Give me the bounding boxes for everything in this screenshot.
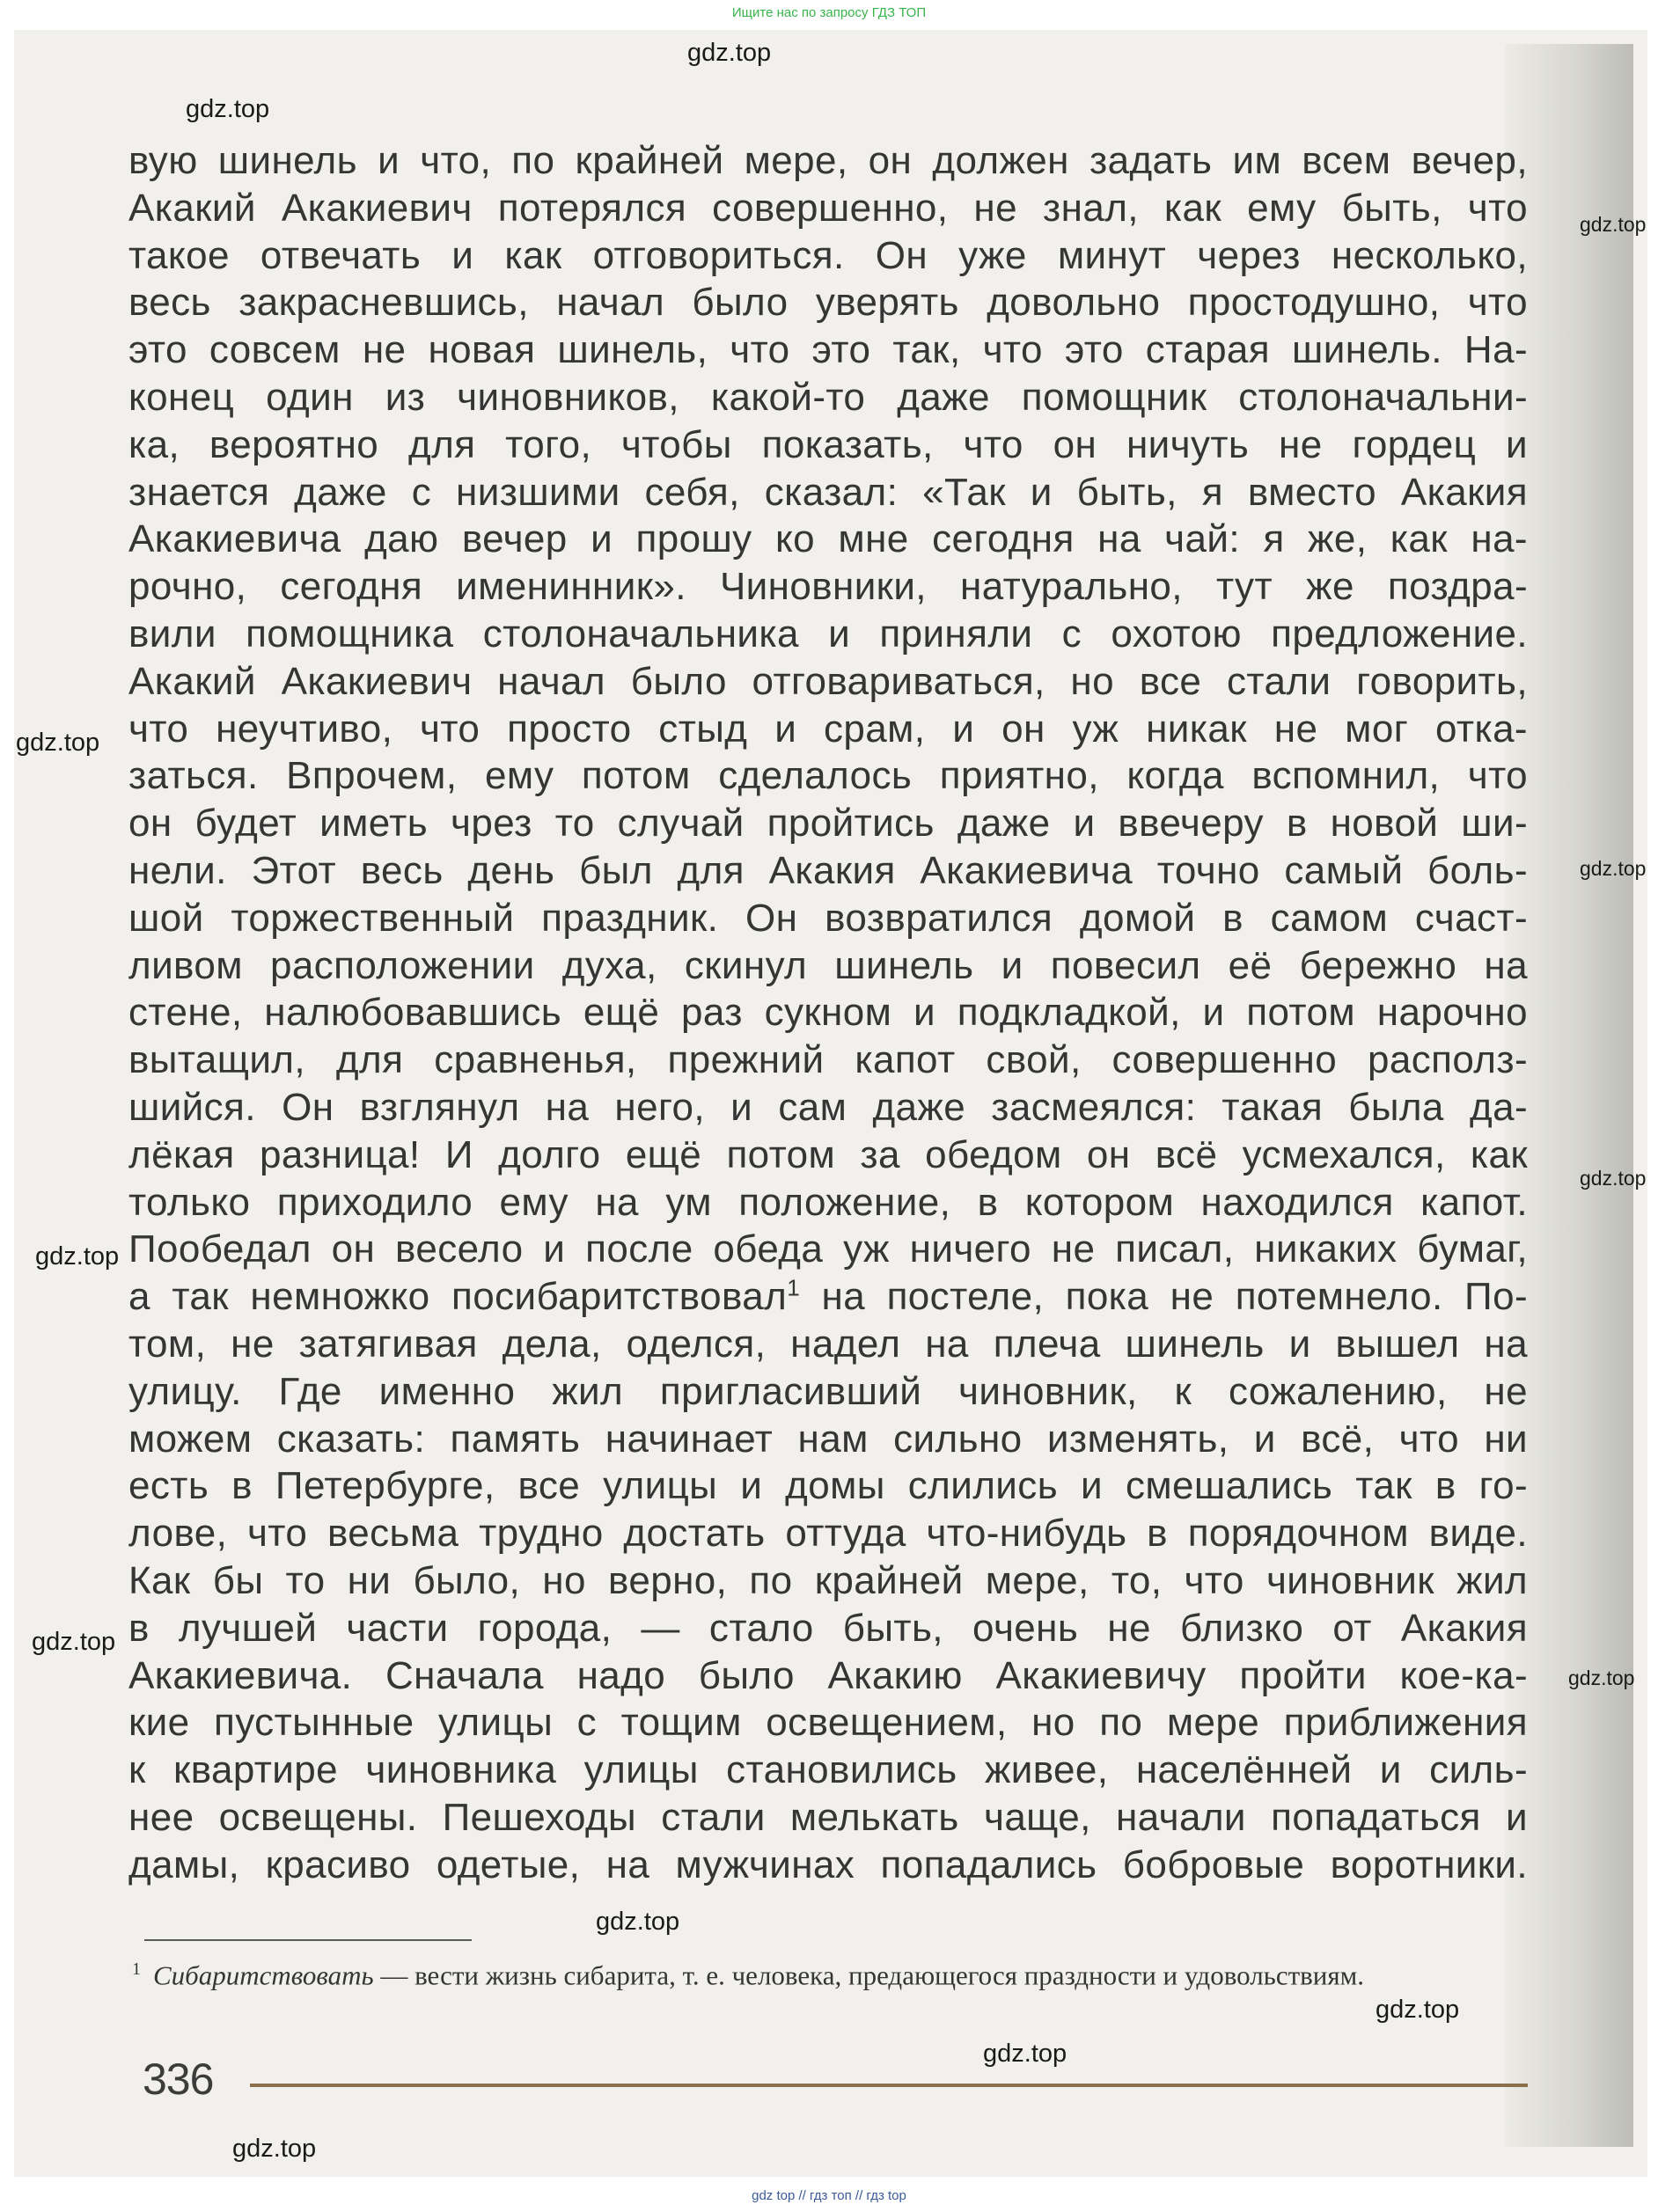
text-line: конец один из чиновников, какой-то даже помощник столоначальни- [128, 375, 1528, 419]
watermark: gdz.top [35, 1242, 120, 1271]
watermark: gdz.top [16, 729, 100, 757]
text-line: можем сказать: память начинает нам сильно изменять, и всё, что ни [128, 1417, 1528, 1461]
watermark: gdz.top [232, 2135, 317, 2163]
watermark: gdz.top [596, 1908, 680, 1936]
text-line: нее освещены. Пешеходы стали мелькать чаще, начали попадаться и [128, 1795, 1528, 1839]
text-line: лёкая разница! И долго ещё потом за обедом он всё усмехался, как [128, 1132, 1528, 1176]
text-line: ка, вероятно для того, чтобы показать, что он ничуть не гордец и [128, 422, 1528, 466]
text-line: том, не затягивая дела, оделся, надел на плеча шинель и вышел на [128, 1322, 1528, 1366]
footnote-divider [144, 1939, 472, 1941]
footnote-definition: — вести жизнь сибарита, т. е. человека, предающегося праздности и удовольствиям. [373, 1959, 1364, 1991]
watermark: gdz.top [32, 1628, 116, 1656]
body-text [128, 137, 1528, 1888]
text-line-footnote-ref [128, 1273, 1528, 1321]
text-line: что неучтиво, что просто стыд и срам, и он уж никак не мог отка- [128, 707, 1528, 751]
text-line: он будет иметь чрез то случай пройтись даже и ввечеру в новой ши- [128, 802, 1528, 846]
text-line: улицу. Где именно жил пригласивший чиновник, к сожалению, не [128, 1369, 1528, 1413]
bottom-rule [250, 2084, 1528, 2087]
watermark: gdz.top [1376, 1996, 1460, 2024]
bottom-banner[interactable]: gdz top // гдз топ // гдз top [0, 2180, 1658, 2212]
footnote-mark: 1 [132, 1959, 141, 1979]
watermark: gdz.top [1580, 857, 1647, 880]
text-line: есть в Петербурге, все улицы и домы слились и смешались так в го- [128, 1464, 1528, 1508]
footnote [132, 1950, 1528, 1995]
watermark: gdz.top [186, 95, 270, 123]
watermark: gdz.top [983, 2040, 1067, 2068]
text-line: кие пустынные улицы с тощим освещением, но по мере приближения [128, 1701, 1528, 1745]
text-line: такое отвечать и как отговориться. Он уже минут через несколько, [128, 233, 1528, 277]
text-line: шой торжественный праздник. Он возвратился домой в самом счаст- [128, 896, 1528, 940]
watermark: gdz.top [1580, 1167, 1647, 1190]
text-line: вую шинель и что, по крайней мере, он должен задать им всем вечер, [128, 139, 1528, 182]
text-line: дамы, красиво одетые, на мужчинах попадались бобровые воротники. [128, 1842, 1528, 1886]
text-segment: на постеле, пока не потемнело. По- [800, 1275, 1528, 1319]
text-line: весь закрасневшись, начал было уверять довольно простодушно, что [128, 281, 1528, 325]
footnote-reference[interactable]: 1 [787, 1274, 801, 1301]
text-line: Пообедал он весело и после обеда уж ничего не писал, никаких бумаг, [128, 1227, 1528, 1271]
watermark: gdz.top [687, 39, 772, 67]
text-line: Акакиевича даю вечер и прошу ко мне сегодня на чай: я же, как на- [128, 517, 1528, 561]
text-line: Как бы то ни было, но верно, по крайней мере, то, что чиновник жил [128, 1558, 1528, 1602]
text-line: нели. Этот весь день был для Акакия Акакиевича точно самый боль- [128, 848, 1528, 892]
text-line: знается даже с низшими себя, сказал: «Так и быть, я вместо Акакия [128, 470, 1528, 514]
footnote-term: Сибаритствовать [153, 1959, 374, 1991]
text-line: только приходило ему на ум положение, в котором находился капот. [128, 1180, 1528, 1224]
top-banner[interactable]: Ищите нас по запросу ГДЗ ТОП [0, 0, 1658, 30]
text-line: в лучшей части города, — стало быть, очень не близко от Акакия [128, 1606, 1528, 1650]
text-segment: а так немножко посибаритствовал [128, 1275, 788, 1319]
text-line: вытащил, для сравненья, прежний капот свой, совершенно располз- [128, 1038, 1528, 1082]
text-line: Акакий Акакиевич начал было отговариваться, но все стали говорить, [128, 659, 1528, 703]
text-line: шийся. Он взглянул на него, и сам даже засмеялся: такая была да- [128, 1085, 1528, 1129]
watermark: gdz.top [1568, 1666, 1635, 1689]
text-line: заться. Впрочем, ему потом сделалось приятно, когда вспомнил, что [128, 754, 1528, 798]
text-line: Акакий Акакиевич потерялся совершенно, не знал, как ему быть, что [128, 186, 1528, 230]
text-line: лове, что весьма трудно достать оттуда что-нибудь в порядочном виде. [128, 1512, 1528, 1556]
text-line: вили помощника столоначальника и приняли с охотою предложение. [128, 612, 1528, 656]
text-line: ливом расположении духа, скинул шинель и повесил её бережно на [128, 943, 1528, 987]
text-line: к квартире чиновника улицы становились живее, населённей и силь- [128, 1748, 1528, 1792]
text-line: Акакиевича. Сначала надо было Акакию Акакиевичу пройти кое-ка- [128, 1653, 1528, 1697]
page-number: 336 [143, 2055, 214, 2104]
text-line: стене, налюбовавшись ещё раз сукном и подкладкой, и потом нарочно [128, 991, 1528, 1035]
text-line: рочно, сегодня именинник». Чиновники, натурально, тут же поздра- [128, 565, 1528, 609]
text-line: это совсем не новая шинель, что это так, что это старая шинель. На- [128, 328, 1528, 372]
watermark: gdz.top [1580, 213, 1647, 236]
